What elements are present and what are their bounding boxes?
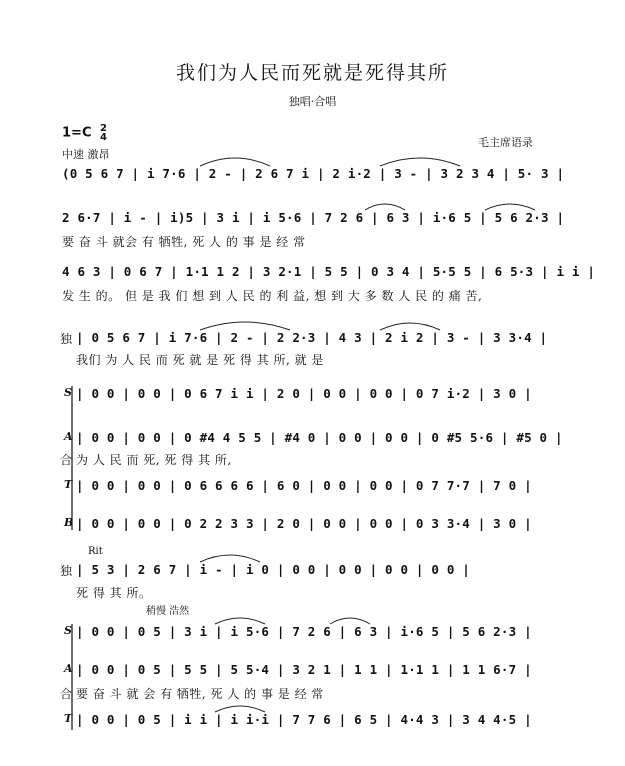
solo-1-lyrics: 我们 为 人 民 而 死 就 是 死 得 其 所, 就 是: [76, 353, 324, 367]
slur-1: [200, 158, 270, 166]
slur-2: [380, 158, 460, 166]
slur-3: [365, 204, 405, 210]
part-label-s-2: S: [64, 624, 72, 637]
time-signature-denominator: 4: [100, 132, 107, 143]
system-2-notes: 2 6·7 | i - | i)5 | 3 i | i 5·6 | 7 2 6 | 6 3 | i·6 5 | 5 6 2·3 |: [62, 210, 565, 225]
slur-8: [215, 618, 265, 624]
slur-9: [330, 618, 370, 624]
choir-1-bass-notes: | 0 0 | 0 0 | 0 2 2 3 3 | 2 0 | 0 0 | 0 0 | 0 3 3·4 | 3 0 |: [76, 516, 532, 531]
solo-label-2: 独: [60, 564, 73, 578]
source-label: 毛主席语录: [478, 136, 533, 149]
choir-2-lyrics: 要 奋 斗 就 会 有 牺牲, 死 人 的 事 是 经 常: [76, 687, 324, 701]
system-1-notes: (0 5 6 7 | i 7·6 | 2 - | 2 6 7 i | 2 i·2 | 3 - | 3 2 3 4 | 5· 3 |: [62, 166, 565, 181]
choir-2-alto-notes: | 0 0 | 0 5 | 5 5 | 5 5·4 | 3 2 1 | 1 1 | 1·1 1 | 1 1 6·7 |: [76, 662, 532, 677]
part-label-b-1: B: [64, 516, 74, 529]
choir-2-soprano-notes: | 0 0 | 0 5 | 3 i | i 5·6 | 7 2 6 | 6 3 | i·6 5 | 5 6 2·3 |: [76, 624, 532, 639]
slur-5: [200, 322, 290, 330]
choir-label-1: 合: [60, 453, 73, 467]
part-label-t-2: T: [64, 712, 73, 725]
slur-6: [380, 323, 440, 330]
system-3-lyrics: 发 生 的。 但 是 我 们 想 到 人 民 的 利 益, 想 到 大 多 数 人 民 的 痛 苦,: [62, 289, 483, 303]
slur-10: [215, 706, 265, 712]
choir-1-soprano-notes: | 0 0 | 0 0 | 0 6 7 i i | 2 0 | 0 0 | 0 0 | 0 7 i·2 | 3 0 |: [76, 386, 532, 401]
part-label-a-1: A: [64, 430, 73, 443]
slur-7: [200, 555, 260, 562]
solo-1-notes: | 0 5 6 7 | i 7·6 | 2 - | 2 2·3 | 4 3 | 2 i 2 | 3 - | 3 3·4 |: [76, 330, 548, 345]
part-label-t-1: T: [64, 478, 73, 491]
choir-2-tenor-notes: | 0 0 | 0 5 | i i | i i·i | 7 7 6 | 6 5 | 4·4 3 | 3 4 4·5 |: [76, 712, 532, 727]
solo-2-notes: | 5 3 | 2 6 7 | i - | i 0 | 0 0 | 0 0 | 0 0 | 0 0 |: [76, 562, 471, 577]
page-title: 我们为人民而死就是死得其所: [175, 62, 449, 84]
solo-label-1: 独: [60, 332, 73, 346]
key-label: 1=C: [62, 125, 92, 141]
slur-4: [485, 204, 535, 210]
page-subtitle: 独唱·合唱: [288, 95, 337, 108]
tempo-marking-2: 稍慢 浩然: [146, 606, 190, 617]
part-label-s-1: S: [64, 386, 72, 399]
system-3-notes: 4 6 3 | 0 6 7 | 1·1 1 2 | 3 2·1 | 5 5 | 0 3 4 | 5·5 5 | 6 5·3 | i i |: [62, 264, 596, 279]
part-label-a-2: A: [64, 662, 73, 675]
choir-1-lyrics: 为 人 民 而 死, 死 得 其 所,: [76, 453, 232, 467]
choir-label-2: 合: [60, 687, 73, 701]
solo-2-lyrics: 死 得 其 所。: [76, 586, 152, 600]
choir-1-tenor-notes: | 0 0 | 0 0 | 0 6 6 6 6 | 6 0 | 0 0 | 0 0 | 0 7 7·7 | 7 0 |: [76, 478, 532, 493]
time-signature-numerator: 2: [100, 123, 107, 134]
system-2-lyrics: 要 奋 斗 就会 有 牺牲, 死 人 的 事 是 经 常: [62, 235, 306, 249]
choir-1-alto-notes: | 0 0 | 0 0 | 0 #4 4 5 5 | #4 0 | 0 0 | 0 0 | 0 #5 5·6 | #5 0 |: [76, 430, 563, 445]
tempo-marking: 中速 激昂: [62, 148, 110, 161]
rit-marking: Rit: [88, 546, 103, 557]
